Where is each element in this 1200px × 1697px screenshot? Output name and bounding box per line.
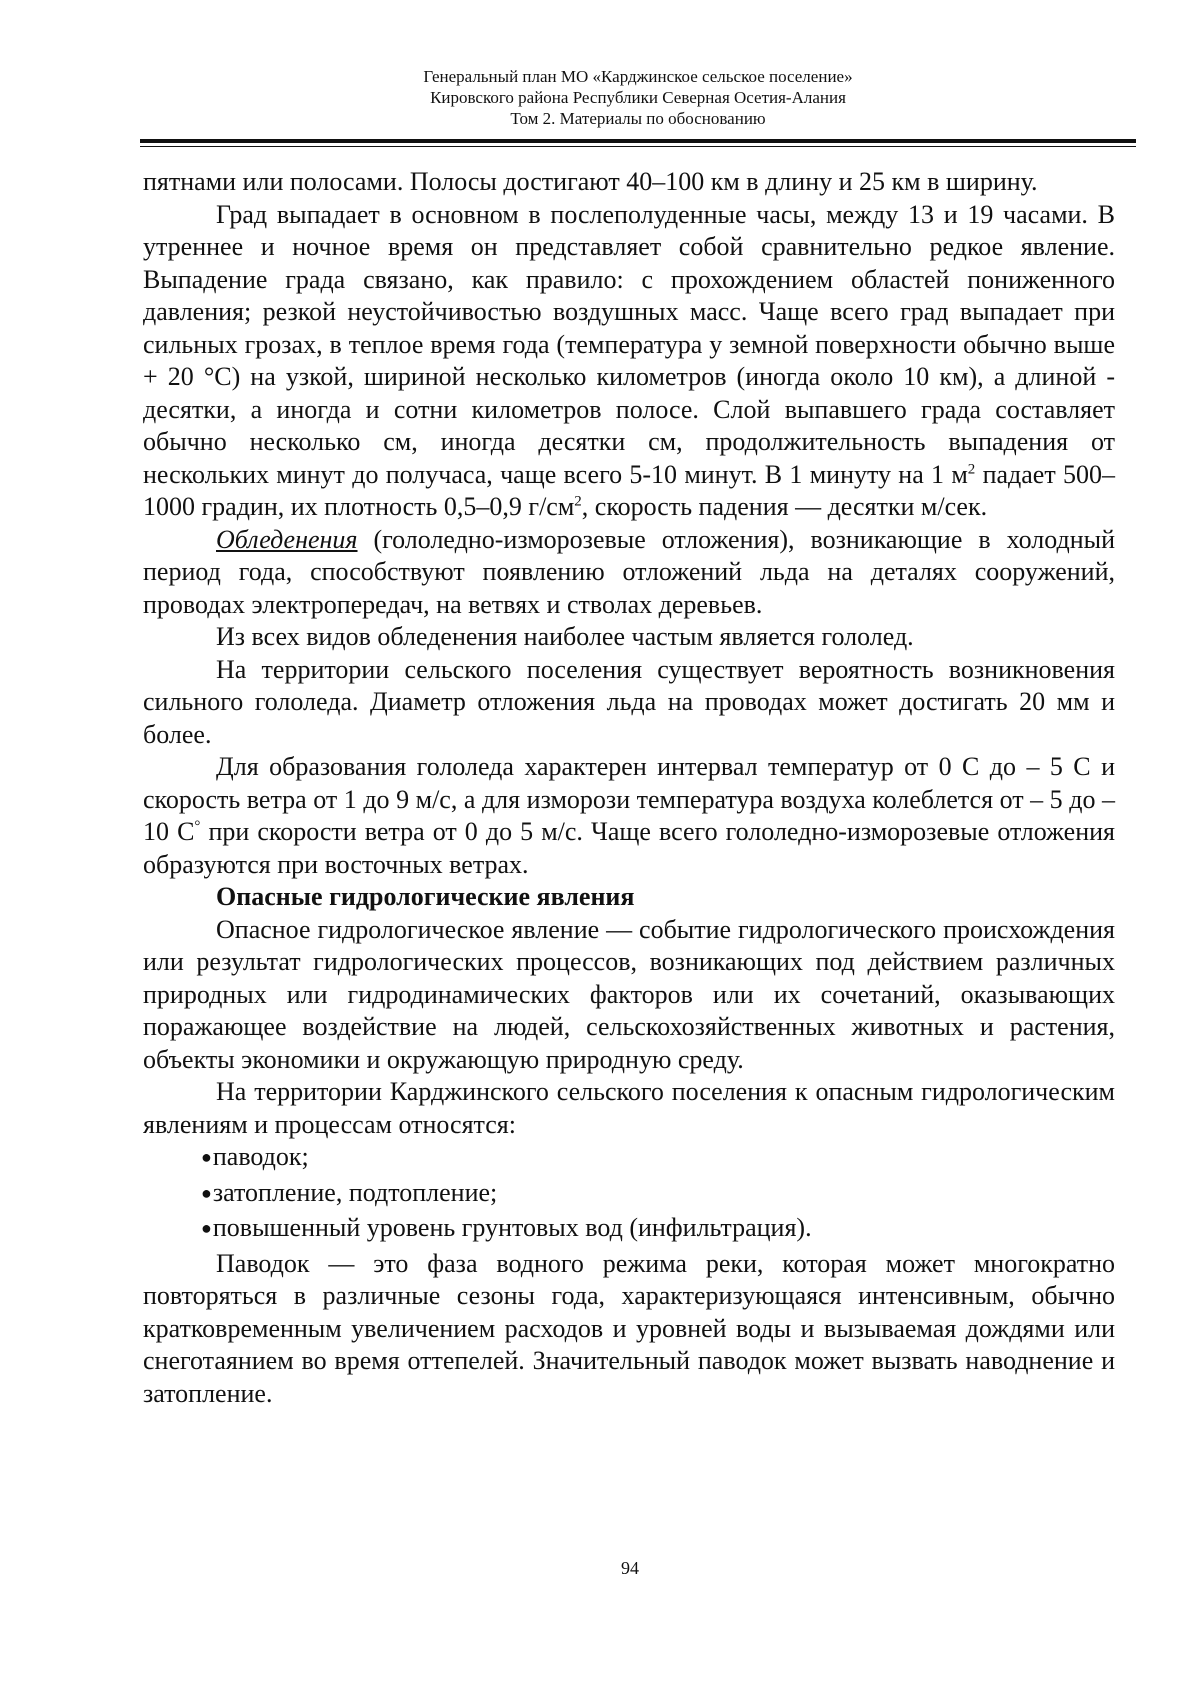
paragraph-flood: Паводок — это фаза водного режима реки, которая может многократно повторяться в различные сезоны года, характеризующаяся интенсивным, обычно кратковременным увеличением расходов и уровней воды и вызываемая дождями или снеготаянием во время оттепелей. Значительный паводок может вызвать наводнение и затопление.	[143, 1248, 1115, 1408]
header-rule-thin	[140, 146, 1136, 147]
section-heading: Опасные гидрологические явления	[216, 882, 635, 911]
paragraph-hail-stripes: пятнами или полосами. Полосы достигают 40–100 км в длину и 25 км в ширину.	[143, 167, 1038, 196]
paragraph-glaze-risk: На территории сельского поселения существует вероятность возникновения сильного гололеда. Диаметр отложения льда на проводах может достигать 20 мм и более.	[143, 654, 1115, 749]
paragraph-icing-text: (гололедно-изморозевые отложения), возникающие в холодный период года, способствуют появлению отложений льда на деталях сооружений, проводах электропередач, на ветвях и стволах деревьев.	[143, 524, 1115, 619]
hazard-list	[143, 1141, 1115, 1245]
paragraph-hydro-list-intro: На территории Карджинского сельского поселения к опасным гидрологическим явлениям и процессам относятся:	[143, 1077, 1115, 1139]
list-item-text: повышенный уровень грунтовых вод (инфильтрация).	[212, 1213, 812, 1242]
header-line-2: Кировского района Республики Северная Осетия-Алания	[430, 88, 846, 107]
paragraph-hydro-definition: Опасное гидрологическое явление — событие гидрологического происхождения или результат гидрологических процессов, возникающих под действием различных природных или гидродинамических факторов или их сочетаний, оказывающих поражающее воздействие на людей, сельскохозяйственных животных и растения, объекты экономики и окружающую природную среду.	[143, 914, 1115, 1074]
list-item	[201, 1177, 1115, 1210]
paragraph-glaze-conditions-text-2: при скорости ветра от 0 до 5 м/с. Чаще всего гололедно-изморозевые отложения образуются при восточных ветрах.	[143, 817, 1115, 879]
bullet-icon: ●	[201, 1182, 212, 1203]
header-line-3: Том 2. Материалы по обоснованию	[510, 109, 766, 128]
list-item-text: затопление, подтопление;	[212, 1177, 498, 1207]
paragraph-hail-text-2: падает 500–1000 градин, их плотность 0,5–0,9 г/см	[143, 459, 1116, 521]
paragraph-hail-text-3: , скорость падения — десятки м/сек.	[581, 492, 988, 521]
page-number: 94	[621, 1558, 639, 1578]
paragraph-glaze-conditions-text: Для образования гололеда характерен интервал температур от 0 С до – 5 С и скорость ветра от 1 до 9 м/с, а для изморози температура воздуха колеблется от – 5 до – 10 С	[143, 752, 1115, 846]
paragraph-glaze-conditions	[143, 751, 1115, 881]
header-line-1: Генеральный план МО «Карджинское сельское поселение»	[423, 67, 853, 86]
paragraph-icing	[143, 524, 1115, 622]
term-icing: Обледенения	[216, 524, 358, 554]
paragraph-hail	[143, 199, 1115, 524]
paragraph-hail-text: Град выпадает в основном в послеполуденные часы, между 13 и 19 часами. В утреннее и ночное время он представляет собой сравнительно редкое явление. Выпадение града связано, как правило: с прохождением областей пониженного давления; резкой неустойчивостью воздушных масс. Чаще всего град выпадает при сильных грозах, в теплое время года (температура у земной поверхности обычно выше + 20 °С) на узкой, шириной несколько километров (иногда около 10 км), а длиной - десятки, а иногда и сотни километров полосе. Слой выпавшего града составляет обычно несколько см, иногда десятки см, продолжительность выпадения от нескольких минут до получаса, чаще всего 5-10 минут. В 1 минуту на 1 м	[143, 199, 1115, 489]
paragraph-glaze: Из всех видов обледенения наиболее частым является гололед.	[216, 622, 914, 651]
superscript-2: 2	[967, 460, 976, 477]
running-header	[140, 66, 1136, 129]
degree-sign: °	[194, 818, 201, 835]
list-item	[201, 1212, 1115, 1245]
header-rule-thick	[140, 139, 1136, 143]
body-text	[143, 166, 1115, 1410]
bullet-icon: ●	[201, 1147, 212, 1167]
bullet-icon: ●	[201, 1218, 212, 1238]
list-item	[201, 1141, 1115, 1174]
superscript-2: 2	[574, 493, 582, 510]
list-item-text: паводок;	[212, 1142, 309, 1171]
